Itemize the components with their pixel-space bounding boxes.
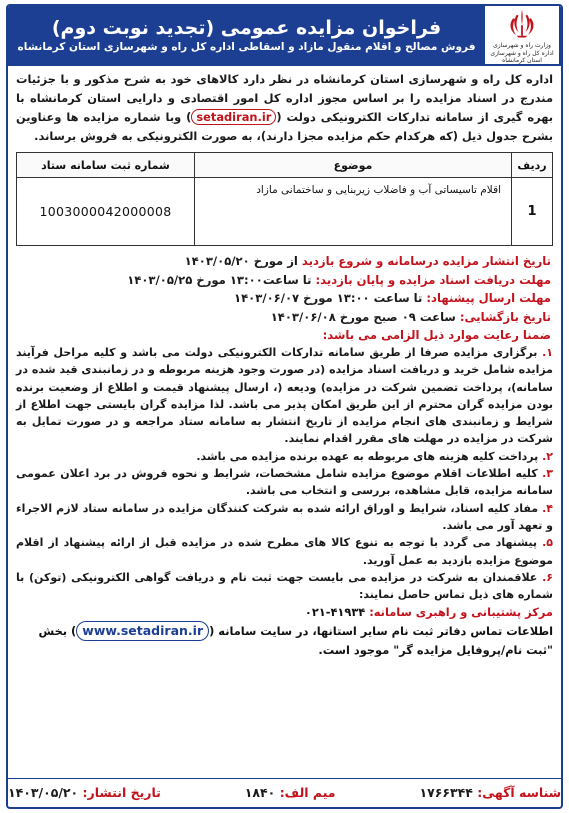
notice-subtitle: فروش مصالح و اقلام منقول مازاد و اسقاطی اداره کل راه و شهرسازی استان کرمانشاه: [17, 40, 476, 53]
header-subject: موضوع: [195, 153, 512, 178]
mim-value: ۱۸۴۰: [244, 784, 280, 800]
support-info-before: اطلاعات تماس دفاتر ثبت نام سایر استانها، در سایت سامانه (: [209, 624, 553, 639]
schedule-block: [8, 252, 561, 326]
docs-label: مهلت دریافت اسناد مزایده و پایان بازدید:: [315, 272, 551, 287]
list-item: [16, 448, 553, 465]
cell-subject: اقلام تاسیساتی آب و فاضلاب زیربنایی و ساختمانی مازاد: [195, 178, 512, 246]
item-number: ۳.: [542, 467, 553, 481]
item-number: ۶.: [542, 570, 553, 584]
ad-id-value: ۱۷۶۶۳۴۴: [419, 784, 478, 800]
table-header-row: [17, 153, 553, 178]
requirements-title: ضمنا رعایت موارد ذیل الزامی می باشد:: [322, 328, 551, 342]
support-label: مرکز پشتیبانی و راهبری سامانه:: [369, 605, 553, 620]
emblem-box: [485, 6, 561, 64]
list-item: [16, 500, 553, 535]
header-registration-number: شماره ثبت سامانه ستاد: [17, 153, 195, 178]
header-row-number: ردیف: [512, 153, 553, 178]
item-text: برگزاری مزایده صرفا از طریق سامانه تدارکات الکترونیکی دولت می باشد و کلیه مراحل فرآیند مزایده شامل خرید و دریافت اسناد مزایده (در صورت وجود هزینه مربوطه و در زمانبندی قید شده در سامانه)، پرداخت تضمین شرکت در مزایده) ودیعه (، ارسال پیشنهاد قیمت و اطلاع از وضعیت برنده بودن مزایده گران محترم از این طریق امکان پذیر می باشد. لذا مزایده گران بایستی جهت اطلاع از شرایط و زمانبندی های انجام مزایده از تاریخ انتشار به سامانه ستاد مراجعه و در صورت تمایل به شرکت در مزایده در مهلت های مقرر اقدام نمایند.: [16, 346, 553, 446]
item-number: ۱.: [542, 346, 553, 359]
opening-date-line: [18, 308, 551, 327]
publish-date: [8, 785, 161, 800]
requirements-list: [8, 344, 561, 603]
publish-label: تاریخ انتشار مزایده درسامانه و شروع بازدید: [301, 254, 551, 268]
publish-value: از مورخ ۱۴۰۳/۰۵/۲۰: [184, 254, 302, 268]
iran-emblem-icon: [502, 6, 542, 41]
intro-text-before: اداره کل راه و شهرسازی استان کرمانشاه در نظر دارد کالاهای خود به شرح مذکور و با جزئیات مندرج در اسناد مزایده را بر اساس مجوز اداره کل امور اقتصادی و دارایی استان کرمانشاه با بهره گیری از سامانه تدارکات الکترونیکی دولت (: [16, 72, 553, 124]
pub-label: تاریخ انتشار:: [82, 784, 161, 800]
ad-id: [419, 785, 561, 800]
item-text: پیشنهاد می گردد با توجه به تنوع کالا های مطرح شده در مزایده قبل از ارائه پیشنهاد از اقلام موضوع مزایده بازدید به عمل آورید.: [16, 536, 553, 567]
list-item: [16, 344, 553, 448]
header-title-band: [8, 6, 485, 64]
list-item: [16, 534, 553, 569]
support-phone[interactable]: ۰۲۱-۴۱۹۳۴: [304, 605, 366, 620]
opening-label: تاریخ بازگشایی:: [459, 309, 551, 324]
notice-footer: [8, 778, 561, 805]
mim-label: میم الف:: [279, 784, 336, 800]
emblem-caption-1: وزارت راه و شهرسازی: [493, 42, 551, 49]
item-number: ۵.: [542, 536, 553, 550]
emblem-caption-2: اداره کل راه و شهرسازی استان کرمانشاه: [490, 50, 554, 64]
publish-date-line: [18, 252, 551, 271]
offer-value: تا ساعت ۱۳:۰۰ مورخ ۱۴۰۳/۰۶/۰۷: [234, 291, 427, 305]
item-number: ۴.: [542, 501, 553, 515]
item-text: کلیه اطلاعات اقلام موضوع مزایده شامل مشخصات، شرایط و نحوه فروش در برد اعلان عمومی سامانه مزایده، قابل مشاهده، بررسی و انتخاب می باشد.: [16, 467, 553, 498]
offer-deadline-line: [18, 289, 551, 308]
setadiran-inline-link[interactable]: setadiran.ir: [191, 109, 276, 125]
cell-registration-number: 1003000042000008: [17, 178, 195, 246]
mim-alef: [245, 785, 336, 800]
intro-paragraph: [8, 66, 561, 148]
ad-id-label: شناسه آگهی:: [477, 784, 561, 800]
item-number: ۲.: [542, 449, 553, 463]
notice-title: فراخوان مزایده عمومی (تجدید نوبت دوم): [51, 16, 442, 39]
list-item: [16, 569, 553, 604]
cell-row-number: 1: [512, 178, 553, 246]
docs-value: تا ساعت۱۳:۰۰ مورخ ۱۴۰۳/۰۵/۲۵: [127, 272, 316, 287]
opening-value: ساعت ۰۹ صبح مورخ ۱۴۰۳/۰۶/۰۸: [270, 309, 460, 324]
list-item: [16, 465, 553, 500]
auction-items-table: [16, 152, 553, 246]
support-info-line: [16, 621, 553, 659]
offer-label: مهلت ارسال پیشنهاد:: [426, 291, 551, 305]
support-block: [8, 603, 561, 659]
item-text: مفاد کلیه اسناد، شرایط و اوراق ارائه شده به شرکت کنندگان مزایده در سامانه ستاد لازم الاجراء و تعهد آور می باشد.: [16, 501, 553, 532]
docs-deadline-line: [18, 271, 551, 290]
notice-frame: [6, 4, 563, 809]
notice-header: [8, 6, 561, 66]
setadiran-link[interactable]: www.setadiran.ir: [76, 621, 209, 641]
support-info-after: ) بخش "ثبت نام/پروفایل مزایده گر" موجود است.: [38, 624, 553, 658]
pub-value: ۱۴۰۳/۰۵/۲۰: [8, 784, 83, 800]
intro-text-after: ) وبا شماره مزایده ها وعناوین بشرح جدول ذیل (که هرکدام حکم مزایده مجزا دارند)، به صورت الکترونیکی به فروش برساند.: [16, 110, 553, 143]
item-text: پرداخت کلیه هزینه های مربوطه به عهده برنده مزایده می باشد.: [196, 449, 543, 463]
support-line: [16, 603, 553, 621]
item-text: علاقمندان به شرکت در مزایده می بایست جهت ثبت نام و دریافت گواهی الکترونیکی (توکن) با شماره های ذیل تماس حاصل نمایند:: [16, 570, 553, 602]
table-row: [17, 178, 553, 246]
